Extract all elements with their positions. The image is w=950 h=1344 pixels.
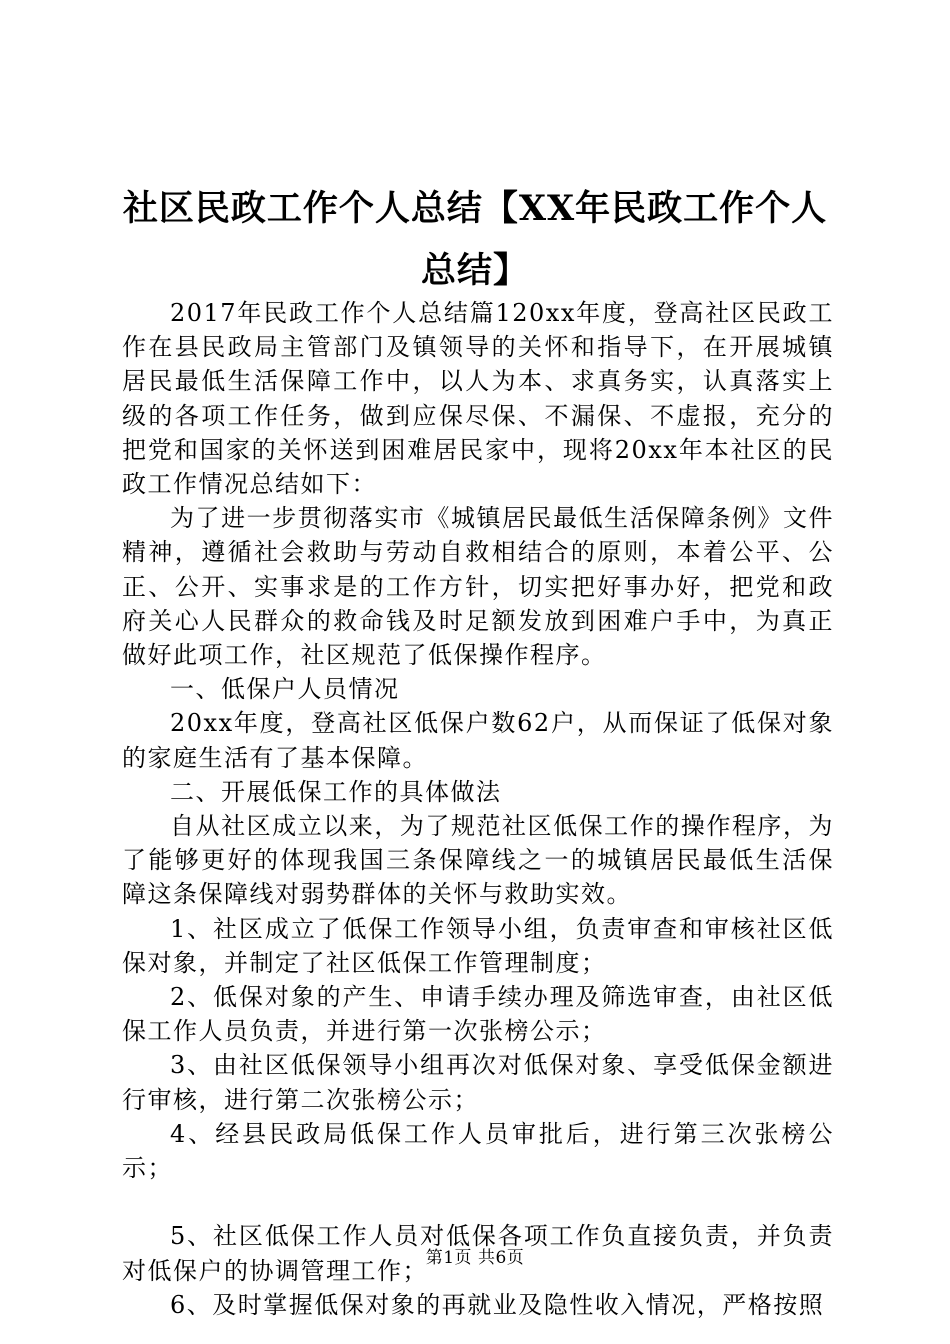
document-title	[120, 178, 830, 302]
list-item-2: 2、低保对象的产生、申请手续办理及筛选审查，由社区低保工作人员负责，并进行第一次张榜公示；	[122, 983, 834, 1046]
paragraph-policy: 为了进一步贯彻落实市《城镇居民最低生活保障条例》文件精神，遵循社会救助与劳动自救相结合的原则，本着公平、公正、公开、实事求是的工作方针，切实把好事办好，把党和政府关心人民群众的救命钱及时足额发放到困难户手中，为真正做好此项工作，社区规范了低保操作程序。	[122, 504, 834, 670]
page-footer: 第1页 共6页	[425, 1248, 525, 1268]
blank-line	[122, 1185, 834, 1219]
title-line-2: 总结】	[420, 250, 529, 291]
document-body	[122, 296, 834, 1322]
paragraph-practice: 自从社区成立以来，为了规范社区低保工作的操作程序，为了能够更好的体现我国三条保障线之一的城镇居民最低生活保障这条保障线对弱势群体的关怀与救助实效。	[122, 812, 834, 909]
section-heading-2: 二、开展低保工作的具体做法	[170, 777, 502, 806]
section-heading-1: 一、低保户人员情况	[170, 675, 400, 704]
list-item-4: 4、经县民政局低保工作人员审批后，进行第三次张榜公示；	[122, 1119, 834, 1183]
list-item-3: 3、由社区低保领导小组再次对低保对象、享受低保金额进行审核，进行第二次张榜公示；	[122, 1051, 834, 1114]
paragraph-intro: 2017年民政工作个人总结篇120xx年度，登高社区民政工作在县民政局主管部门及镇领导的关怀和指导下，在开展城镇居民最低生活保障工作中，以人为本、求真务实，认真落实上级的各项工作任务，做到应保尽保、不漏保、不虚报，充分的把党和国家的关怀送到困难居民家中，现将20xx年本社区的民政工作情况总结如下：	[122, 299, 834, 499]
paragraph-households: 20xx年度，登高社区低保户数62户，从而保证了低保对象的家庭生活有了基本保障。	[122, 709, 834, 772]
list-item-5: 5、社区低保工作人员对低保各项工作负直接负责，并负责对低保户的协调管理工作；	[122, 1222, 834, 1285]
title-line-1: 社区民政工作个人总结【XX年民政工作个人	[122, 188, 828, 229]
list-item-1: 1、社区成立了低保工作领导小组，负责审查和审核社区低保对象，并制定了社区低保工作管理制度；	[122, 914, 834, 977]
list-item-6: 6、及时掌握低保对象的再就业及隐性收入情况，严格按照	[170, 1290, 825, 1319]
